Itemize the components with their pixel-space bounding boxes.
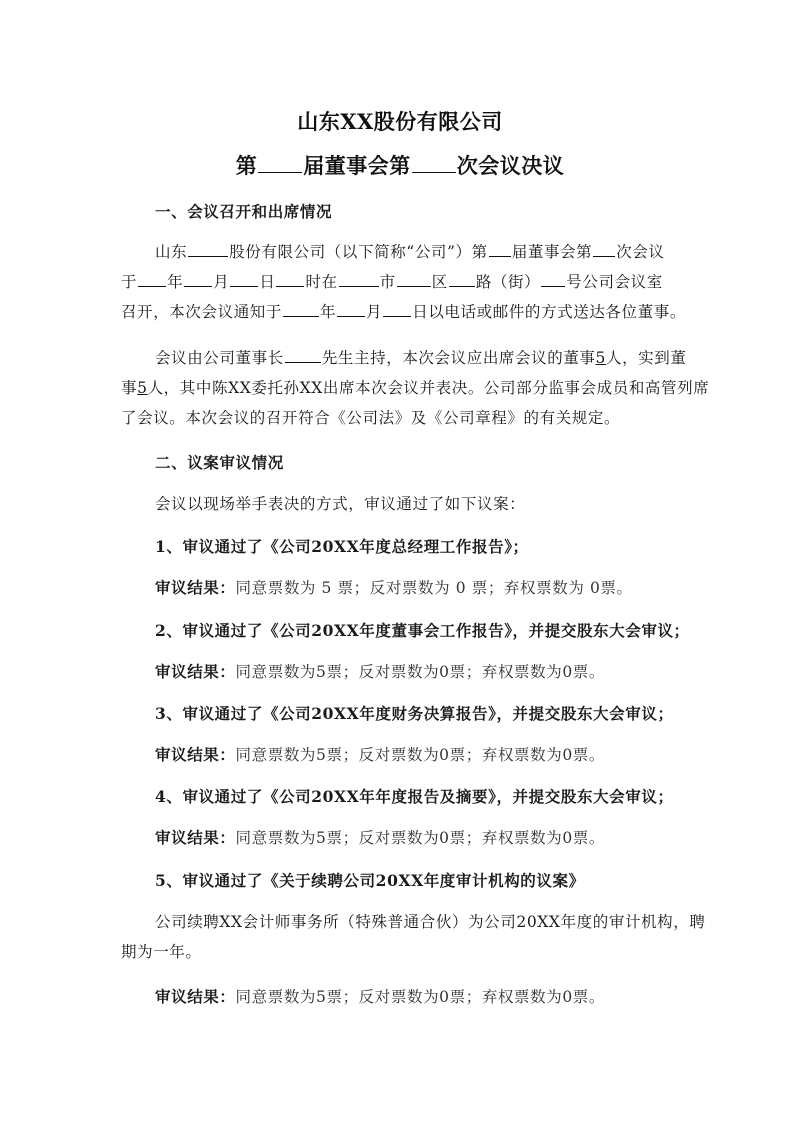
blank-field bbox=[337, 302, 365, 317]
text: 号公司会议室 bbox=[566, 273, 663, 291]
text: 路（街） bbox=[475, 273, 541, 291]
text: 日以电话或邮件的方式送达各位董事。 bbox=[412, 303, 686, 321]
text: 于 bbox=[121, 273, 138, 291]
result-value: 同意票数为5票；反对票数为0票；弃权票数为0票。 bbox=[235, 988, 606, 1006]
paragraph-line bbox=[121, 376, 710, 398]
blank-field bbox=[339, 272, 379, 287]
blank-field bbox=[412, 158, 456, 173]
blank-field bbox=[593, 242, 615, 257]
motion-result bbox=[155, 743, 715, 765]
blank-field bbox=[397, 272, 431, 287]
motion-title: 2、审议通过了《公司20XX年度董事会工作报告》，并提交股东大会审议； bbox=[155, 621, 690, 640]
blank-field bbox=[276, 272, 304, 287]
text: 月 bbox=[213, 273, 230, 291]
motion-title: 1、审议通过了《公司20XX年度总经理工作报告》； bbox=[155, 537, 529, 556]
blank-field bbox=[285, 348, 321, 363]
paragraph-line: 了会议。本次会议的召开符合《公司法》及《公司章程》的有关规定。 bbox=[121, 409, 621, 427]
blank-field bbox=[489, 242, 511, 257]
text: 时在 bbox=[305, 273, 338, 291]
blank-field bbox=[188, 242, 228, 257]
result-value: 同意票数为5票；反对票数为0票；弃权票数为0票。 bbox=[235, 746, 606, 764]
motion-result bbox=[155, 660, 715, 682]
result-value: 同意票数为5票；反对票数为0票；弃权票数为0票。 bbox=[235, 829, 606, 847]
paragraph-line bbox=[155, 346, 715, 368]
paragraph-line: 期为一年。 bbox=[121, 943, 202, 961]
blank-field bbox=[258, 158, 302, 173]
paragraph-line: 公司续聘XX会计师事务所（特殊普通合伙）为公司20XX年度的审计机构，聘 bbox=[155, 913, 706, 931]
blank-field bbox=[138, 272, 166, 287]
blank-field bbox=[449, 272, 475, 287]
motion-title: 3、审议通过了《公司20XX年度财务决算报告》，并提交股东大会审议； bbox=[155, 704, 674, 723]
blank-field bbox=[541, 272, 565, 287]
section-heading: 一、会议召开和出席情况 bbox=[155, 202, 333, 221]
text: 月 bbox=[366, 303, 383, 321]
motion-title: 4、审议通过了《公司20XX年年度报告及摘要》，并提交股东大会审议； bbox=[155, 787, 674, 806]
paragraph-line bbox=[155, 240, 715, 262]
underlined-number: 5 bbox=[137, 379, 148, 397]
subtitle-part: 届董事会第 bbox=[303, 153, 411, 178]
result-label: 审议结果： bbox=[155, 578, 236, 597]
text: 先生主持，本次会议应出席会议的董事 bbox=[321, 349, 596, 367]
text: 山东 bbox=[155, 243, 188, 261]
text: 股份有限公司（以下简称“公司”）第 bbox=[229, 243, 488, 261]
text: 人，其中陈XX委托孙XX出席本次会议并表决。公司部分监事会成员和高管列席 bbox=[147, 379, 710, 397]
underlined-number: 5 bbox=[595, 349, 606, 367]
paragraph-line: 会议以现场举手表决的方式，审议通过了如下议案： bbox=[155, 495, 526, 513]
paragraph-line bbox=[121, 300, 686, 322]
result-label: 审议结果： bbox=[155, 745, 236, 764]
motion-result bbox=[155, 826, 715, 848]
text: 年 bbox=[320, 303, 337, 321]
blank-field bbox=[184, 272, 212, 287]
blank-field bbox=[230, 272, 258, 287]
result-label: 审议结果： bbox=[155, 828, 236, 847]
text: 日 bbox=[259, 273, 276, 291]
text: 事 bbox=[121, 379, 138, 397]
text: 区 bbox=[431, 273, 448, 291]
text: 年 bbox=[167, 273, 184, 291]
subtitle-part: 次会议决议 bbox=[456, 153, 565, 178]
blank-field bbox=[283, 302, 319, 317]
motion-result bbox=[155, 576, 715, 598]
motion-title: 5、审议通过了《关于续聘公司20XX年度审计机构的议案》 bbox=[155, 871, 585, 890]
result-label: 审议结果： bbox=[155, 987, 236, 1006]
result-value: 同意票数为 5 票；反对票数为 0 票；弃权票数为 0票。 bbox=[235, 579, 633, 597]
text: 市 bbox=[379, 273, 396, 291]
text: 召开，本次会议通知于 bbox=[121, 303, 283, 321]
text: 人，实到董 bbox=[605, 349, 687, 367]
paragraph-line bbox=[121, 270, 681, 292]
motion-result bbox=[155, 985, 715, 1007]
blank-field bbox=[383, 302, 411, 317]
text: 次会议 bbox=[616, 243, 665, 261]
result-label: 审议结果： bbox=[155, 662, 236, 681]
text: 会议由公司董事长 bbox=[155, 349, 284, 367]
section-heading: 二、议案审议情况 bbox=[155, 453, 284, 472]
document-subtitle bbox=[0, 150, 800, 180]
subtitle-part: 第 bbox=[235, 153, 258, 178]
text: 届董事会第 bbox=[511, 243, 593, 261]
document-title: 山东XX股份有限公司 bbox=[297, 109, 503, 134]
result-value: 同意票数为5票；反对票数为0票；弃权票数为0票。 bbox=[235, 663, 606, 681]
